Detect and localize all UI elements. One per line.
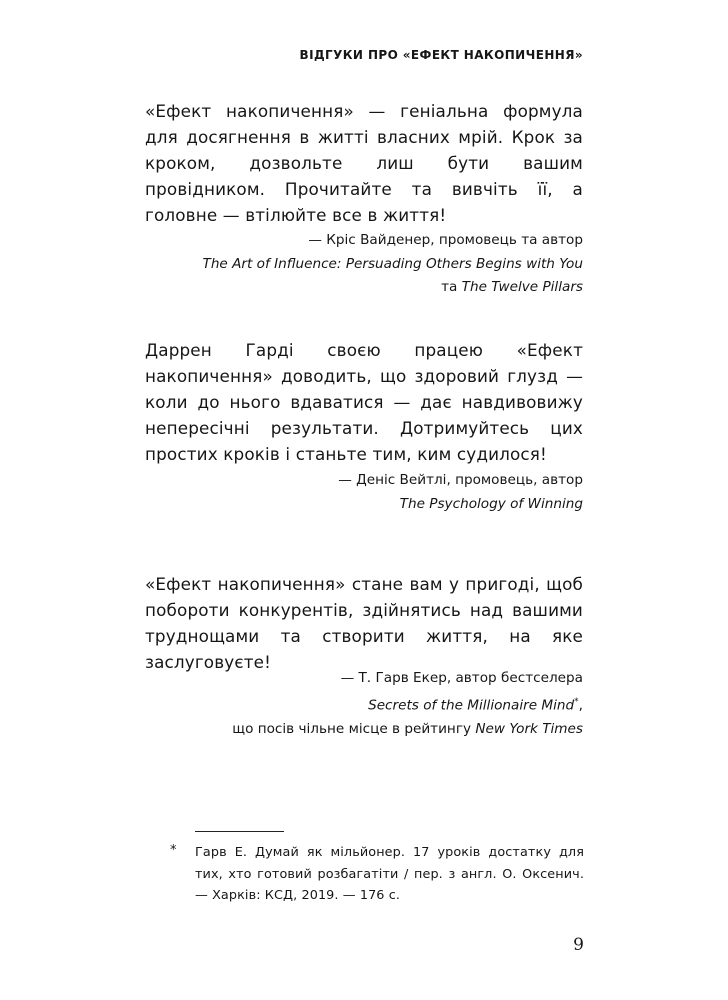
attribution-ranking-line — [143, 718, 583, 742]
testimonial-attribution-3 — [143, 667, 583, 741]
attribution-connector: та — [441, 279, 458, 295]
footnote-mark: * — [170, 843, 177, 858]
testimonial-quote-1: «Ефект накопичення» — геніальна формула для досягнення в житті власних мрій. Крок за кроком, дозвольте лиш бути вашим провідником. Прочитайте та вивчіть її, а головне — втілюйте все в життя! — [145, 101, 583, 225]
attribution-author-3: — Т. Гарв Екер, автор бестселера — [340, 670, 583, 686]
testimonial-attribution-2 — [143, 469, 583, 516]
testimonial-quote-3: «Ефект накопичення» стане вам у пригоді, щоб побороти конкурентів, здійнятись над вашими труднощами та створити життя, на яке заслуговуєте! — [145, 574, 583, 672]
attribution-book-3: Secrets of the Millionaire Mind — [368, 697, 575, 714]
attribution-books-line-1 — [143, 276, 583, 300]
attribution-author-1: — Кріс Вайденер, промовець та автор — [308, 232, 583, 248]
testimonial-attribution-1 — [143, 229, 583, 300]
attribution-book-line-3: Secrets of the Millionaire Mind*, — [368, 696, 583, 714]
page-number: 9 — [573, 935, 584, 955]
attribution-ranking-text: що посів чільне місце в рейтингу — [232, 720, 472, 737]
footnote-text: Гарв Е. Думай як мільйонер. 17 уроків достатку для тих, хто готовий розбагатіти / пер. з англ. О. Оксенич. — Харків: КСД, 2019. — 176 с. — [195, 845, 584, 903]
attribution-book-2: The Twelve Pillars — [461, 279, 583, 295]
attribution-book-1: The Art of Influence: Persuading Others Begins with You — [202, 255, 583, 272]
testimonial-quote-2: Даррен Гарді своєю працею «Ефект накопичення» доводить, що здоровий глузд — коли до нього вдаватися — дає навдивовижу непересічні результати. Дотримуйтесь цих простих кроків і станьте тим, ким судилося! — [145, 340, 583, 464]
attribution-ranking-source: New York Times — [475, 720, 583, 737]
attribution-author-2: — Деніс Вейтлі, промовець, автор — [338, 472, 583, 488]
running-head: ВІДГУКИ ПРО «ЕФЕКТ НАКОПИЧЕННЯ» — [299, 48, 583, 62]
attribution-book-2-1: The Psychology of Winning — [399, 495, 583, 512]
footnote-reference[interactable]: * — [574, 696, 579, 707]
footnote-divider — [195, 831, 284, 832]
